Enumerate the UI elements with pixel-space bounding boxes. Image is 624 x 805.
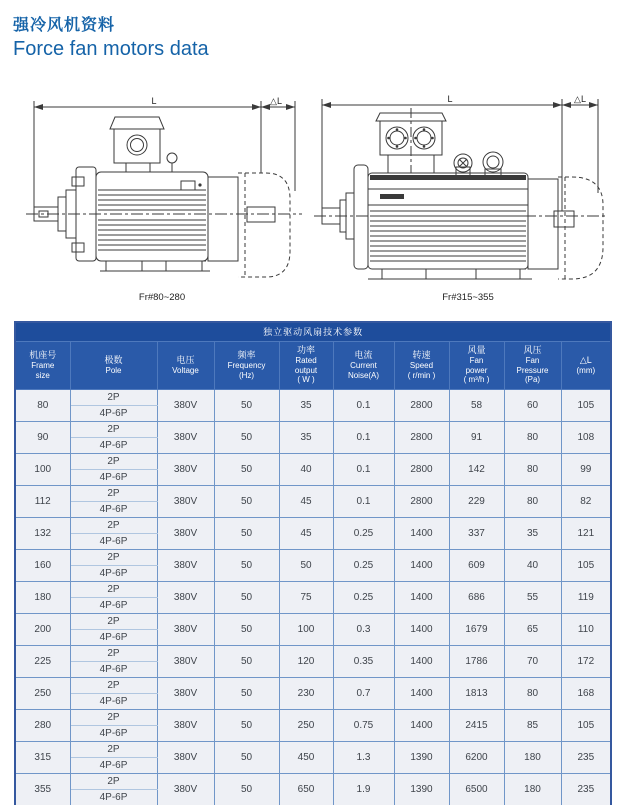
voltage-cell: 380V (157, 677, 214, 709)
frame-size-cell: 225 (15, 645, 70, 677)
voltage-cell: 380V (157, 389, 214, 421)
frame-size-cell: 112 (15, 485, 70, 517)
voltage-cell: 380V (157, 421, 214, 453)
pressure-cell: 70 (504, 645, 561, 677)
technical-drawings (18, 93, 610, 305)
frame-size-cell: 132 (15, 517, 70, 549)
pole-cell: 2P (70, 709, 157, 725)
pressure-cell: 60 (504, 389, 561, 421)
spec-table-header-row (15, 341, 611, 389)
delta-l-cell: 110 (561, 613, 611, 645)
speed-cell: 1400 (394, 549, 449, 581)
table-row (15, 389, 611, 405)
speed-cell: 1400 (394, 645, 449, 677)
frame-size-cell: 315 (15, 741, 70, 773)
table-row (15, 485, 611, 501)
fan-power-cell: 6500 (449, 773, 504, 805)
current-cell: 0.25 (333, 581, 394, 613)
pole-cell: 4P-6P (70, 597, 157, 613)
page-title-english: Force fan motors data (13, 38, 209, 60)
pole-cell: 2P (70, 453, 157, 469)
fan-power-cell: 58 (449, 389, 504, 421)
column-header-fan-power (449, 341, 504, 389)
column-header-line: ( W ) (297, 375, 315, 385)
pole-cell: 4P-6P (70, 661, 157, 677)
voltage-cell: 380V (157, 549, 214, 581)
frequency-cell: 50 (214, 773, 279, 805)
table-row (15, 773, 611, 789)
motor-drawing-small-frames (18, 93, 306, 305)
table-row (15, 741, 611, 757)
fan-power-cell: 142 (449, 453, 504, 485)
speed-cell: 1400 (394, 709, 449, 741)
page-header (13, 12, 624, 61)
drawing-caption-large-frames: Fr#315~355 (442, 292, 494, 303)
frame-size-cell: 80 (15, 389, 70, 421)
pole-cell: 4P-6P (70, 757, 157, 773)
delta-l-cell: 172 (561, 645, 611, 677)
motor-drawing-large-frames (310, 93, 610, 305)
column-header-line: (Pa) (524, 375, 541, 385)
frequency-cell: 50 (214, 613, 279, 645)
pole-cell: 2P (70, 773, 157, 789)
column-header-line: 频率 (237, 349, 256, 360)
speed-cell: 1400 (394, 581, 449, 613)
column-header-output (279, 341, 333, 389)
table-row (15, 581, 611, 597)
voltage-cell: 380V (157, 581, 214, 613)
column-header-line: 电流 (354, 349, 373, 360)
frame-size-cell: 355 (15, 773, 70, 805)
speed-cell: 2800 (394, 389, 449, 421)
delta-l-cell: 82 (561, 485, 611, 517)
column-header-line: △L (579, 354, 592, 365)
voltage-cell: 380V (157, 613, 214, 645)
frame-size-cell: 100 (15, 453, 70, 485)
voltage-cell: 380V (157, 645, 214, 677)
output-cell: 35 (279, 389, 333, 421)
delta-l-cell: 168 (561, 677, 611, 709)
column-header-line: size (35, 370, 50, 380)
column-header-frame (15, 341, 70, 389)
output-cell: 650 (279, 773, 333, 805)
column-header-line: 风压 (523, 344, 542, 355)
output-cell: 45 (279, 485, 333, 517)
column-header-line: Speed (409, 361, 434, 371)
pressure-cell: 85 (504, 709, 561, 741)
output-cell: 230 (279, 677, 333, 709)
speed-cell: 1390 (394, 741, 449, 773)
current-cell: 0.3 (333, 613, 394, 645)
current-cell: 0.75 (333, 709, 394, 741)
table-row (15, 549, 611, 565)
delta-l-cell: 235 (561, 773, 611, 805)
frame-size-cell: 90 (15, 421, 70, 453)
speed-cell: 2800 (394, 453, 449, 485)
pole-cell: 2P (70, 677, 157, 693)
fan-power-cell: 686 (449, 581, 504, 613)
table-row (15, 421, 611, 437)
column-header-current (333, 341, 394, 389)
delta-l-cell: 105 (561, 549, 611, 581)
column-header-line: 功率 (296, 344, 315, 355)
column-header-line: 风量 (467, 344, 486, 355)
column-header-line: (Hz) (238, 370, 255, 380)
column-header-line: 电压 (176, 354, 195, 365)
column-header-line: Fan (469, 356, 484, 366)
current-cell: 0.7 (333, 677, 394, 709)
dim-label-L: L (447, 94, 453, 104)
output-cell: 120 (279, 645, 333, 677)
output-cell: 250 (279, 709, 333, 741)
fan-power-cell: 1679 (449, 613, 504, 645)
delta-l-cell: 121 (561, 517, 611, 549)
column-header-line: 机座号 (29, 349, 57, 360)
column-header-line: output (294, 365, 318, 375)
speed-cell: 1400 (394, 613, 449, 645)
fan-power-cell: 337 (449, 517, 504, 549)
column-header-line: Voltage (172, 365, 199, 375)
fan-power-cell: 609 (449, 549, 504, 581)
column-header-line: ( m³/h ) (463, 375, 490, 385)
current-cell: 1.3 (333, 741, 394, 773)
pole-cell: 4P-6P (70, 725, 157, 741)
current-cell: 1.9 (333, 773, 394, 805)
table-row (15, 453, 611, 469)
speed-cell: 1390 (394, 773, 449, 805)
frame-size-cell: 280 (15, 709, 70, 741)
delta-l-cell: 105 (561, 709, 611, 741)
voltage-cell: 380V (157, 709, 214, 741)
pole-cell: 2P (70, 517, 157, 533)
pole-cell: 4P-6P (70, 693, 157, 709)
output-cell: 450 (279, 741, 333, 773)
current-cell: 0.25 (333, 517, 394, 549)
current-cell: 0.35 (333, 645, 394, 677)
pressure-cell: 80 (504, 453, 561, 485)
pole-cell: 2P (70, 485, 157, 501)
column-header-line: power (465, 365, 488, 375)
frequency-cell: 50 (214, 709, 279, 741)
table-row (15, 677, 611, 693)
column-header-line: Noise(A) (347, 370, 380, 380)
column-header-pole (70, 341, 157, 389)
delta-l-cell: 119 (561, 581, 611, 613)
current-cell: 0.25 (333, 549, 394, 581)
column-header-line: Frequency (227, 361, 266, 371)
motor-outline-drawing-icon (18, 93, 306, 305)
delta-l-cell: 99 (561, 453, 611, 485)
voltage-cell: 380V (157, 485, 214, 517)
column-header-frequency (214, 341, 279, 389)
delta-l-cell: 235 (561, 741, 611, 773)
frequency-cell: 50 (214, 549, 279, 581)
speed-cell: 2800 (394, 421, 449, 453)
pole-cell: 4P-6P (70, 437, 157, 453)
table-row (15, 517, 611, 533)
current-cell: 0.1 (333, 485, 394, 517)
pole-cell: 4P-6P (70, 789, 157, 805)
column-header-line: (mm) (576, 365, 596, 375)
frame-size-cell: 180 (15, 581, 70, 613)
fan-power-cell: 2415 (449, 709, 504, 741)
voltage-cell: 380V (157, 773, 214, 805)
voltage-cell: 380V (157, 453, 214, 485)
column-header-line: ( r/min ) (407, 370, 436, 380)
dim-label-delta-L: △L (574, 94, 586, 104)
fan-power-cell: 229 (449, 485, 504, 517)
pressure-cell: 180 (504, 773, 561, 805)
dim-label-L: L (151, 96, 157, 106)
fan-power-cell: 1786 (449, 645, 504, 677)
pressure-cell: 80 (504, 421, 561, 453)
output-cell: 45 (279, 517, 333, 549)
column-header-line: 极数 (104, 354, 123, 365)
speed-cell: 1400 (394, 517, 449, 549)
pole-cell: 2P (70, 613, 157, 629)
current-cell: 0.1 (333, 421, 394, 453)
pole-cell: 4P-6P (70, 469, 157, 485)
delta-l-cell: 108 (561, 421, 611, 453)
column-header-delta-l (561, 341, 611, 389)
column-header-pressure (504, 341, 561, 389)
pole-cell: 4P-6P (70, 405, 157, 421)
voltage-cell: 380V (157, 517, 214, 549)
fan-power-cell: 1813 (449, 677, 504, 709)
table-title: 独立驱动风扇技术参数 (15, 322, 611, 341)
frame-size-cell: 160 (15, 549, 70, 581)
output-cell: 40 (279, 453, 333, 485)
pressure-cell: 180 (504, 741, 561, 773)
frequency-cell: 50 (214, 581, 279, 613)
pressure-cell: 65 (504, 613, 561, 645)
delta-l-cell: 105 (561, 389, 611, 421)
fan-power-cell: 91 (449, 421, 504, 453)
frequency-cell: 50 (214, 741, 279, 773)
frequency-cell: 50 (214, 485, 279, 517)
column-header-line: Rated (295, 356, 317, 366)
output-cell: 50 (279, 549, 333, 581)
page-title-chinese: 强冷风机资料 (13, 17, 116, 34)
voltage-cell: 380V (157, 741, 214, 773)
current-cell: 0.1 (333, 389, 394, 421)
pole-cell: 4P-6P (70, 533, 157, 549)
drawing-caption-small-frames: Fr#80~280 (138, 292, 186, 303)
output-cell: 35 (279, 421, 333, 453)
pole-cell: 4P-6P (70, 501, 157, 517)
pole-cell: 2P (70, 549, 157, 565)
pole-cell: 2P (70, 645, 157, 661)
dim-label-delta-L: △L (270, 96, 282, 106)
table-row (15, 645, 611, 661)
table-row (15, 709, 611, 725)
pole-cell: 2P (70, 421, 157, 437)
pressure-cell: 80 (504, 485, 561, 517)
frequency-cell: 50 (214, 453, 279, 485)
column-header-line: Current (350, 361, 377, 371)
pole-cell: 2P (70, 581, 157, 597)
column-header-line: Frame (31, 361, 55, 371)
pressure-cell: 55 (504, 581, 561, 613)
speed-cell: 2800 (394, 485, 449, 517)
column-header-line: Pressure (516, 365, 549, 375)
pole-cell: 4P-6P (70, 629, 157, 645)
pole-cell: 2P (70, 389, 157, 405)
spec-table (14, 321, 612, 805)
pole-cell: 4P-6P (70, 565, 157, 581)
column-header-voltage (157, 341, 214, 389)
frequency-cell: 50 (214, 677, 279, 709)
frequency-cell: 50 (214, 421, 279, 453)
output-cell: 75 (279, 581, 333, 613)
column-header-line: Fan (525, 356, 540, 366)
pole-cell: 2P (70, 741, 157, 757)
spec-table-body (15, 389, 611, 805)
pressure-cell: 80 (504, 677, 561, 709)
output-cell: 100 (279, 613, 333, 645)
pressure-cell: 40 (504, 549, 561, 581)
column-header-line: 转速 (412, 349, 431, 360)
table-title-row (15, 322, 611, 341)
table-row (15, 613, 611, 629)
speed-cell: 1400 (394, 677, 449, 709)
frequency-cell: 50 (214, 517, 279, 549)
frequency-cell: 50 (214, 389, 279, 421)
motor-outline-drawing-icon (310, 93, 610, 305)
frame-size-cell: 250 (15, 677, 70, 709)
frame-size-cell: 200 (15, 613, 70, 645)
spec-table-head (15, 322, 611, 389)
column-header-speed (394, 341, 449, 389)
frequency-cell: 50 (214, 645, 279, 677)
pressure-cell: 35 (504, 517, 561, 549)
column-header-line: Pole (105, 365, 122, 375)
current-cell: 0.1 (333, 453, 394, 485)
fan-power-cell: 6200 (449, 741, 504, 773)
